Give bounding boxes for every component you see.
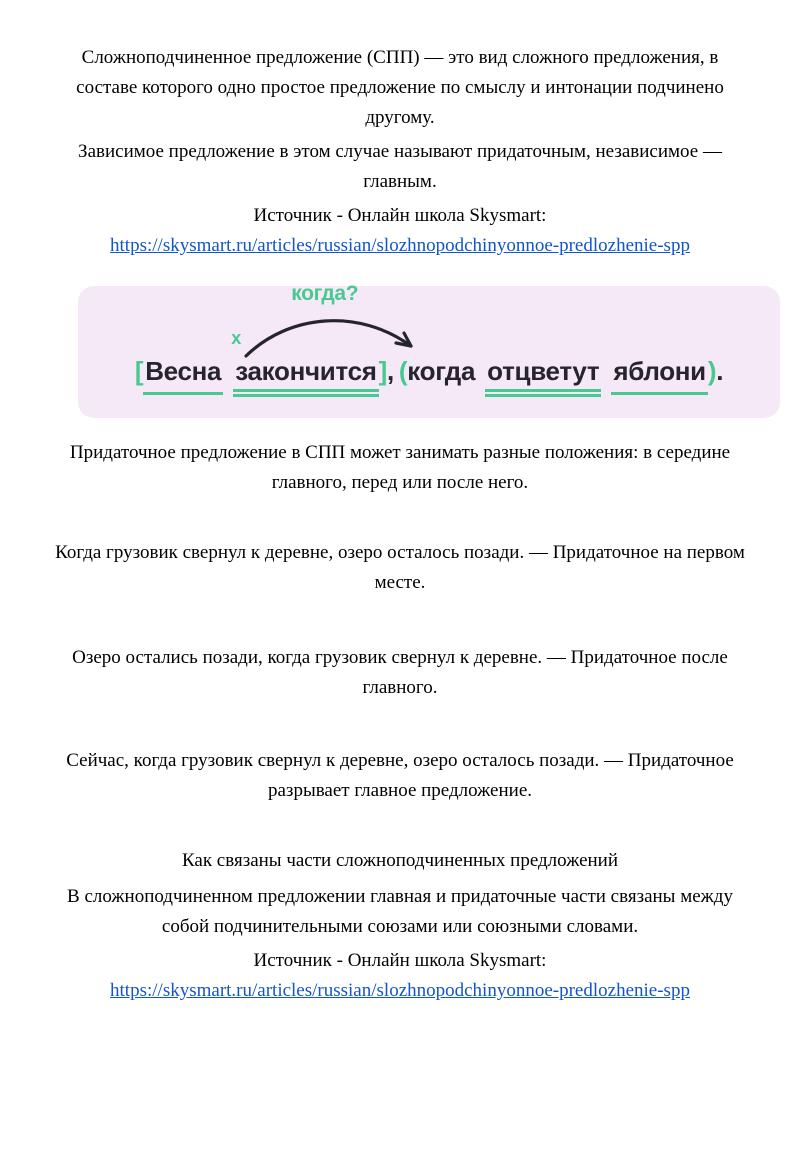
word-kogda: когда: [407, 356, 476, 386]
paren-close: ): [707, 356, 717, 386]
word-zakonchitsya: х когда? закончится: [233, 356, 378, 397]
source-line-1: [0, 231, 800, 261]
word-yabloni: яблони: [611, 356, 708, 395]
example-first-position: Когда грузовик свернул к деревне, озеро осталось позади. — Придаточное на первом месте.: [55, 542, 745, 593]
period: .: [716, 356, 724, 386]
bracket-open: [: [134, 356, 144, 386]
source-label-1: Источник - Онлайн школа Skysmart:: [253, 205, 547, 226]
source-line-2: [0, 976, 800, 1006]
comma: ,: [386, 356, 394, 386]
example-after-main: Озеро остались позади, когда грузовик свернул к деревне. — Придаточное после главного.: [72, 647, 728, 698]
paren-open: (: [398, 356, 408, 386]
arrow-icon: [241, 306, 426, 362]
question-label: когда?: [291, 282, 359, 305]
bracket-close: ]: [378, 356, 387, 386]
x-marker: х: [231, 328, 241, 348]
source-link-1[interactable]: https://skysmart.ru/articles/russian/slozhnopodchinyonnoe-predlozhenie-spp: [110, 235, 690, 256]
word-otsvetut: отцветут: [485, 356, 601, 397]
positions-paragraph: Придаточное предложение в СПП может занимать разные положения: в середине главного, перед или после него.: [69, 442, 731, 493]
document-page: [0, 43, 800, 1006]
sentence-diagram-image: [78, 282, 780, 418]
source-link-2[interactable]: https://skysmart.ru/articles/russian/slozhnopodchinyonnoe-predlozhenie-spp: [110, 980, 690, 1001]
section-heading: Как связаны части сложноподчиненных предложений: [181, 850, 619, 871]
diagram-sentence: [78, 282, 780, 397]
dependent-clause-paragraph: Зависимое предложение в этом случае называют придаточным, независимое — главным.: [78, 141, 722, 192]
source-label-2: Источник - Онлайн школа Skysmart:: [253, 950, 547, 971]
word-vesna: Весна: [143, 356, 223, 395]
connection-paragraph: В сложноподчиненном предложении главная и придаточные части связаны между собой подчинительными союзами или союзными словами.: [67, 886, 733, 937]
example-interrupting: Сейчас, когда грузовик свернул к деревне, озеро осталось позади. — Придаточное разрывает главное предложение.: [66, 750, 734, 801]
intro-paragraph: Сложноподчиненное предложение (СПП) — это вид сложного предложения, в составе которого одно простое предложение по смыслу и интонации подчинено другому.: [76, 47, 724, 128]
